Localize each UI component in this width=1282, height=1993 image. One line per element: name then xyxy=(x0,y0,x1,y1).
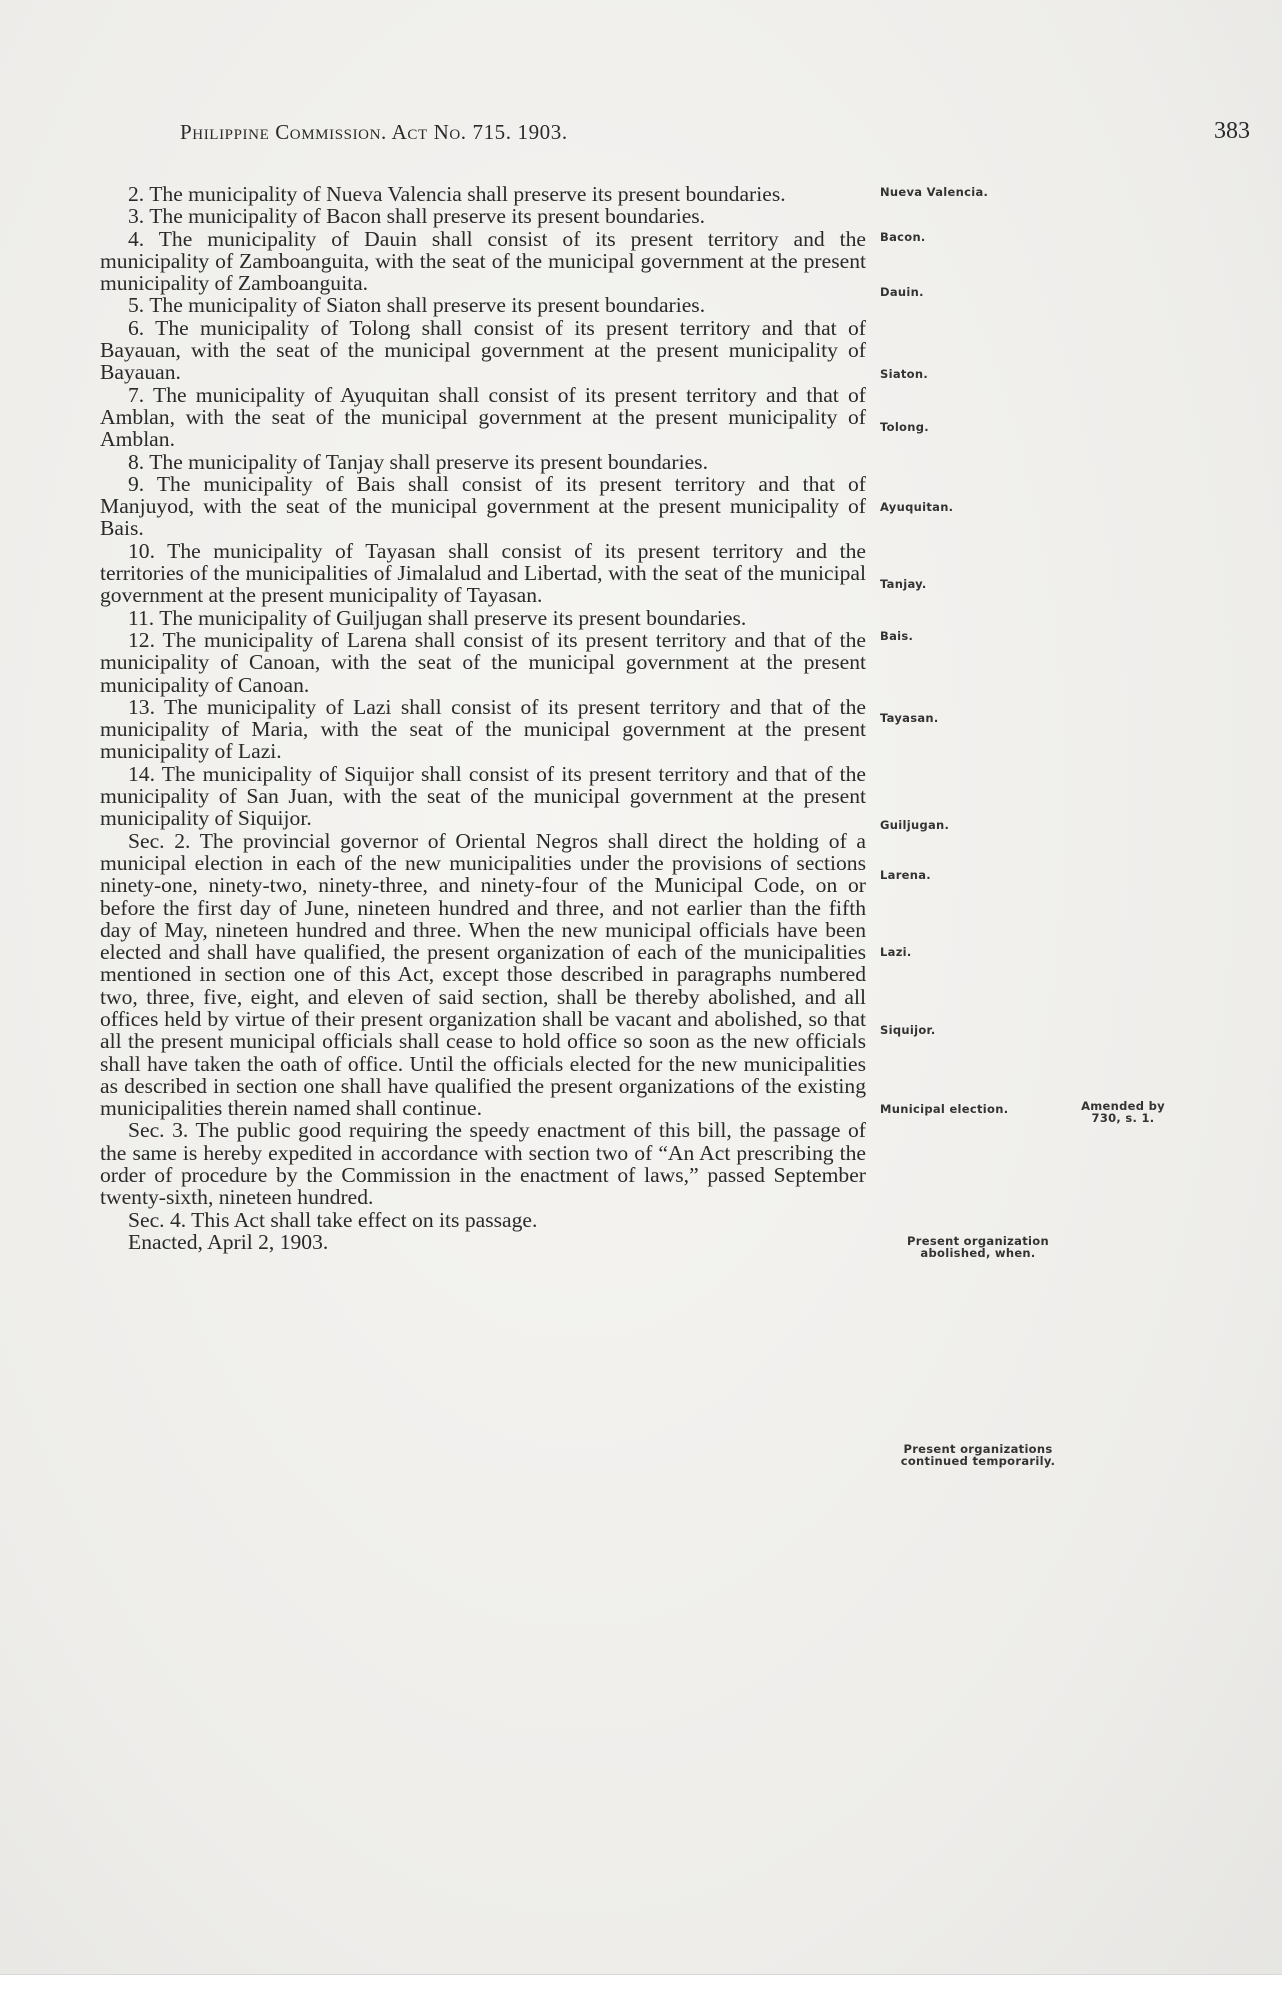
paragraph-siaton: 5. The municipality of Siaton shall preserve its present boundaries. xyxy=(128,293,706,318)
enactment-date: Enacted, April 2, 1903. xyxy=(128,1229,329,1254)
sidenote-lazi: Lazi. xyxy=(880,945,912,959)
sidenote-siaton: Siaton. xyxy=(880,367,929,381)
sidenote-ayuquitan: Ayuquitan. xyxy=(880,500,954,514)
paragraph-tolong: 6. The municipality of Tolong shall consist of its present territory and that of Bayauan, with the seat of the municipal government at the present municipality of Bayauan. xyxy=(100,315,866,385)
paragraph-dauin: 4. The municipality of Dauin shall consist of its present territory and the municipality of Zamboanguita, with the seat of the municipal government at the present municipality of Zamboanguita. xyxy=(100,226,866,296)
sidenote-tayasan: Tayasan. xyxy=(880,711,939,725)
paragraph-siquijor: 14. The municipality of Siquijor shall consist of its present territory and that of the municipality of San Juan, with the seat of the municipal government at the present municipality of Siquijor. xyxy=(100,761,866,831)
paragraph-lazi: 13. The municipality of Lazi shall consist of its present territory and that of the municipality of Maria, with the seat of the municipal government at the present municipality of Lazi. xyxy=(100,694,866,764)
sidenote-present-organizations-continued: Present organizations continued temporarily. xyxy=(900,1442,1056,1468)
sidenote-nueva-valencia: Nueva Valencia. xyxy=(880,185,989,199)
sidenote-municipal-election: Municipal election. xyxy=(880,1102,1009,1116)
running-head: Philippine Commission. Act No. 715. 1903. xyxy=(180,120,568,144)
sidenote-larena: Larena. xyxy=(880,868,931,882)
section-3: Sec. 3. The public good requiring the speedy enactment of this bill, the passage of the same is hereby expedited in accordance with section two of “An Act prescribing the order of procedure by the Commission in the enactment of laws,” passed September twenty-sixth, nineteen hundred. xyxy=(100,1118,866,1210)
paragraph-ayuquitan: 7. The municipality of Ayuquitan shall consist of its present territory and that of Amblan, with the seat of the municipal government at the present municipality of Amblan. xyxy=(100,382,866,452)
scan-footer-strip xyxy=(0,1974,1282,1993)
act-body xyxy=(100,183,866,1253)
sidenote-amended: Amended by 730, s. 1. xyxy=(1081,1099,1165,1125)
section-2: Sec. 2. The provincial governor of Oriental Negros shall direct the holding of a municipal election in each of the new municipalities under the provisions of sections ninety-one, ninety-two, ninety-three, and ninety-four of the Municipal Code, on or before the first day of June, nineteen hundred and three, and not earlier than the fifth day of May, nineteen hundred and three. When the new municipal officials have been elected and shall have qualified, the present organization of each of the municipalities mentioned in section one of this Act, except those described in paragraphs numbered two, three, five, eight, and eleven of said section, shall be thereby abolished, and all offices held by virtue of their present organization shall be vacant and abolished, so that all the present municipal officials shall cease to hold office so soon as the new officials shall have taken the oath of office. Until the officials elected for the new municipalities as described in section one shall have qualified the present organizations of the existing municipalities therein named shall continue. xyxy=(100,828,866,1121)
sidenote-present-organization-abolished: Present organization abolished, when. xyxy=(907,1234,1049,1260)
sidenote-guiljugan: Guiljugan. xyxy=(880,818,950,832)
sidenote-bacon: Bacon. xyxy=(880,230,926,244)
sidenote-tanjay: Tanjay. xyxy=(880,577,927,591)
sidenote-tolong: Tolong. xyxy=(880,420,929,434)
paragraph-tayasan: 10. The municipality of Tayasan shall consist of its present territory and the territories of the municipalities of Jimalalud and Libertad, with the seat of the municipal government at the present municipality of Tayasan. xyxy=(100,538,866,608)
paragraph-nueva-valencia: 2. The municipality of Nueva Valencia shall preserve its present boundaries. xyxy=(128,182,786,206)
sidenote-dauin: Dauin. xyxy=(880,285,924,299)
section-4: Sec. 4. This Act shall take effect on its passage. xyxy=(128,1207,538,1232)
sidenote-siquijor: Siquijor. xyxy=(880,1023,936,1037)
page-header xyxy=(100,120,1250,150)
sidenote-bais: Bais. xyxy=(880,629,914,643)
paragraph-guiljugan: 11. The municipality of Guiljugan shall preserve its present boundaries. xyxy=(128,605,747,630)
paragraph-bacon: 3. The municipality of Bacon shall preserve its present boundaries. xyxy=(128,204,706,229)
paragraph-larena: 12. The municipality of Larena shall consist of its present territory and that of the municipality of Canoan, with the seat of the municipal government at the present municipality of Canoan. xyxy=(100,627,866,697)
paragraph-bais: 9. The municipality of Bais shall consist of its present territory and that of Manjuyod, with the seat of the municipal government at the present municipality of Bais. xyxy=(100,471,866,541)
page-number: 383 xyxy=(1214,118,1250,144)
paragraph-tanjay: 8. The municipality of Tanjay shall preserve its present boundaries. xyxy=(128,449,708,474)
